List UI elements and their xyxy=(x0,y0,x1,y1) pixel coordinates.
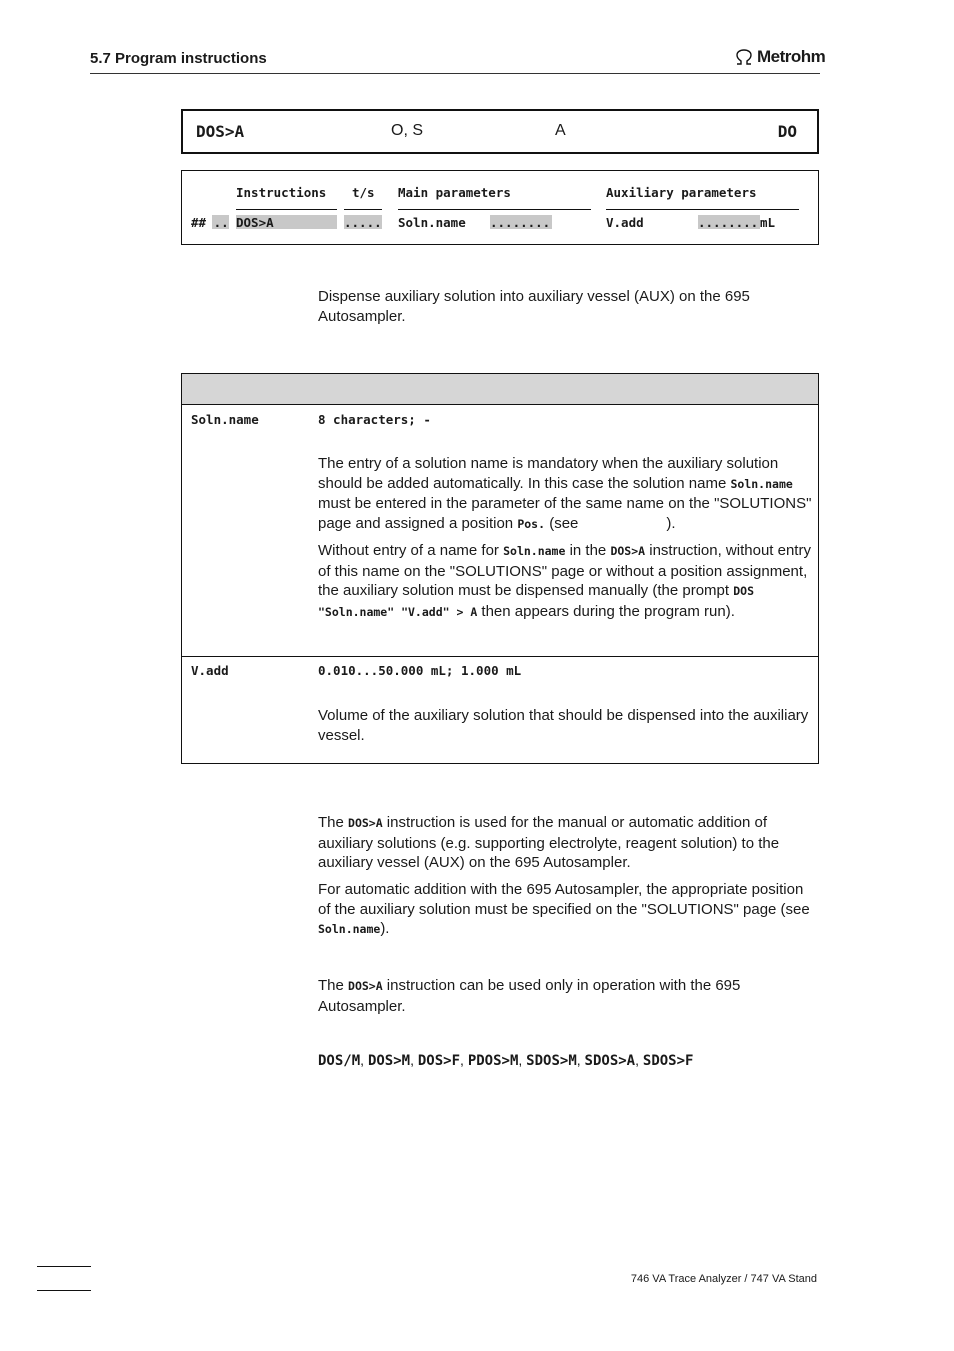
text: For automatic addition with the 695 Autosampler, the appropriate position of the auxiliary solution must be specified on the "SOLUTIONS" page (see xyxy=(318,881,810,918)
brand-logo xyxy=(734,47,825,67)
underline-aux xyxy=(606,209,799,210)
col-instructions: Instructions xyxy=(236,185,327,200)
row-instruction: DOS>A xyxy=(236,215,274,230)
row-aux-value: ........ xyxy=(698,215,759,230)
code-term: Soln.name xyxy=(730,476,793,491)
row-aux-name: V.add xyxy=(606,215,644,230)
param-range: 0.010...50.000 mL; 1.000 mL xyxy=(318,663,522,678)
code-term: DOS>A xyxy=(610,544,646,558)
param-paragraph: Volume of the auxiliary solution that should be dispensed into the auxiliary vessel. xyxy=(318,707,809,744)
footer-product: 746 VA Trace Analyzer / 747 VA Stand xyxy=(630,1273,817,1285)
row-main-value: ........ xyxy=(490,215,551,230)
row-ts: ..... xyxy=(344,215,382,230)
see-also-item: DOS>M xyxy=(367,1053,411,1069)
param-paragraph xyxy=(318,541,812,622)
note-paragraph xyxy=(318,880,813,940)
text: must be entered in the parameter of the same name on the "SOLUTIONS" page and assigned a position xyxy=(318,495,812,532)
text: (see xyxy=(545,514,579,532)
instruction-name: DOS>A xyxy=(196,122,245,141)
underline-instructions xyxy=(236,209,337,210)
see-also-item: SDOS>M xyxy=(526,1053,577,1069)
code-term: DOS>A xyxy=(348,979,383,993)
logo-text: Metrohm xyxy=(757,47,826,66)
instruction-code: DO xyxy=(777,122,797,141)
col-main-parameters: Main parameters xyxy=(398,185,511,200)
param-name: V.add xyxy=(191,663,229,678)
code-term: Soln.name xyxy=(318,922,381,936)
text: ). xyxy=(666,514,676,532)
text: then appears during the program run). xyxy=(477,602,735,620)
note-paragraph xyxy=(318,813,813,873)
row-main-name: Soln.name xyxy=(398,215,466,230)
section-title: 5.7 Program instructions xyxy=(90,50,267,67)
parameter-table-header xyxy=(182,374,818,405)
text: The entry of a solution name is mandatory when the auxiliary solution should be added automatically. In this case the solution name xyxy=(318,455,779,492)
text: The xyxy=(318,977,349,994)
code-term: Soln.name xyxy=(503,544,566,558)
parameter-divider xyxy=(182,656,818,657)
syntax-box xyxy=(181,170,819,245)
instruction-flag-a: A xyxy=(555,122,566,139)
underline-main xyxy=(398,209,591,210)
see-also-item: SDOS>A xyxy=(584,1053,636,1069)
code-term: Pos. xyxy=(517,516,546,531)
omega-icon xyxy=(734,49,754,65)
param-range: 8 characters; - xyxy=(318,412,431,427)
row-aux-unit: mL xyxy=(760,215,776,230)
parameter-table xyxy=(181,373,819,764)
text: instruction is used for the manual or automatic addition of auxiliary solutions (e.g. supporting electrolyte, reagent solution) to the auxiliary vessel (AUX) on the 695 Autosampler. xyxy=(318,814,780,871)
see-also-item: DOS/M xyxy=(318,1053,361,1069)
see-also-item: PDOS>M xyxy=(467,1053,519,1069)
col-ts: t/s xyxy=(352,185,375,200)
see-also-list: DOS/M, DOS>M, DOS>F, PDOS>M, SDOS>M, SDOS>A, SDOS>F xyxy=(318,1052,694,1069)
text: in the xyxy=(565,542,611,559)
note-paragraph xyxy=(318,976,813,1016)
row-prefix: ## .. xyxy=(191,215,229,230)
param-name: Soln.name xyxy=(191,412,259,427)
header-rule xyxy=(90,73,820,74)
instruction-title-bar xyxy=(181,109,819,154)
text: instruction can be used only in operation with the 695 Autosampler. xyxy=(318,977,741,1015)
text: ). xyxy=(380,920,390,937)
instruction-flag-os: O, S xyxy=(391,122,424,139)
instruction-description: Dispense auxiliary solution into auxiliary vessel (AUX) on the 695 Autosampler. xyxy=(318,288,750,325)
code-term: DOS "Soln.name" "V.add" > A xyxy=(318,584,754,619)
text: instruction, without entry of this name on the "SOLUTIONS" page or without a position assignment, the auxiliary solution must be dispensed manually (the prompt xyxy=(318,542,811,599)
code-term: DOS>A xyxy=(348,816,383,830)
see-also-item: DOS>F xyxy=(417,1053,461,1069)
text: The xyxy=(318,814,349,831)
see-also-item: SDOS>F xyxy=(642,1053,694,1069)
footer-rule xyxy=(37,1266,91,1267)
text: Without entry of a name for xyxy=(318,542,504,559)
underline-ts xyxy=(344,209,382,210)
param-paragraph xyxy=(318,454,812,534)
footer-rule xyxy=(37,1290,91,1291)
col-auxiliary-parameters: Auxiliary parameters xyxy=(606,185,757,200)
